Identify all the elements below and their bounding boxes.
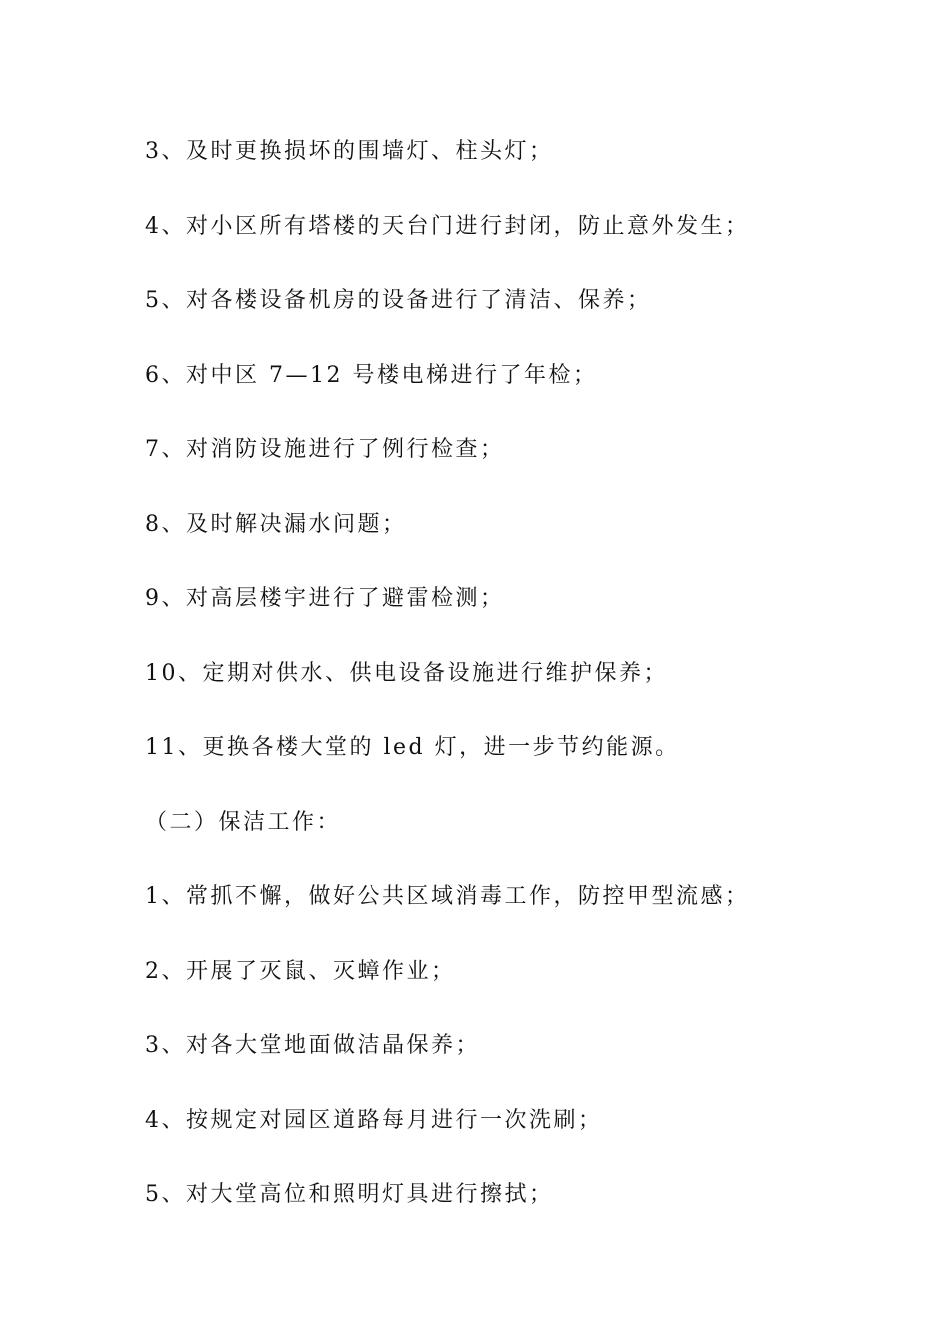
document-line: 5、对大堂高位和照明灯具进行擦拭； [145,1182,554,1207]
document-line: 1、常抓不懈，做好公共区域消毒工作，防控甲型流感； [145,884,750,909]
document-line: 9、对高层楼宇进行了避雷检测； [145,586,505,611]
document-line: 4、对小区所有塔楼的天台门进行封闭，防止意外发生； [145,213,750,239]
document-body [145,133,905,1251]
document-line: 4、按规定对园区道路每月进行一次洗刷； [145,1107,603,1133]
document-line: 2、开展了灭鼠、灭蟑作业； [145,958,456,984]
document-line: 11、更换各楼大堂的 led 灯，进一步节约能源。 [145,735,680,760]
document-line: 10、定期对供水、供电设备设施进行维护保养； [145,660,668,686]
document-line: 3、对各大堂地面做洁晶保养； [145,1033,480,1058]
section-heading: （二）保洁工作： [145,809,342,835]
document-line: 5、对各楼设备机房的设备进行了清洁、保养； [145,288,652,313]
document-line: 8、及时解决漏水问题； [145,511,407,537]
document-line: 6、对中区 7—12 号楼电梯进行了年检； [145,362,598,388]
document-line: 3、及时更换损坏的围墙灯、柱头灯； [145,139,554,164]
document-line: 7、对消防设施进行了例行检查； [145,437,505,462]
